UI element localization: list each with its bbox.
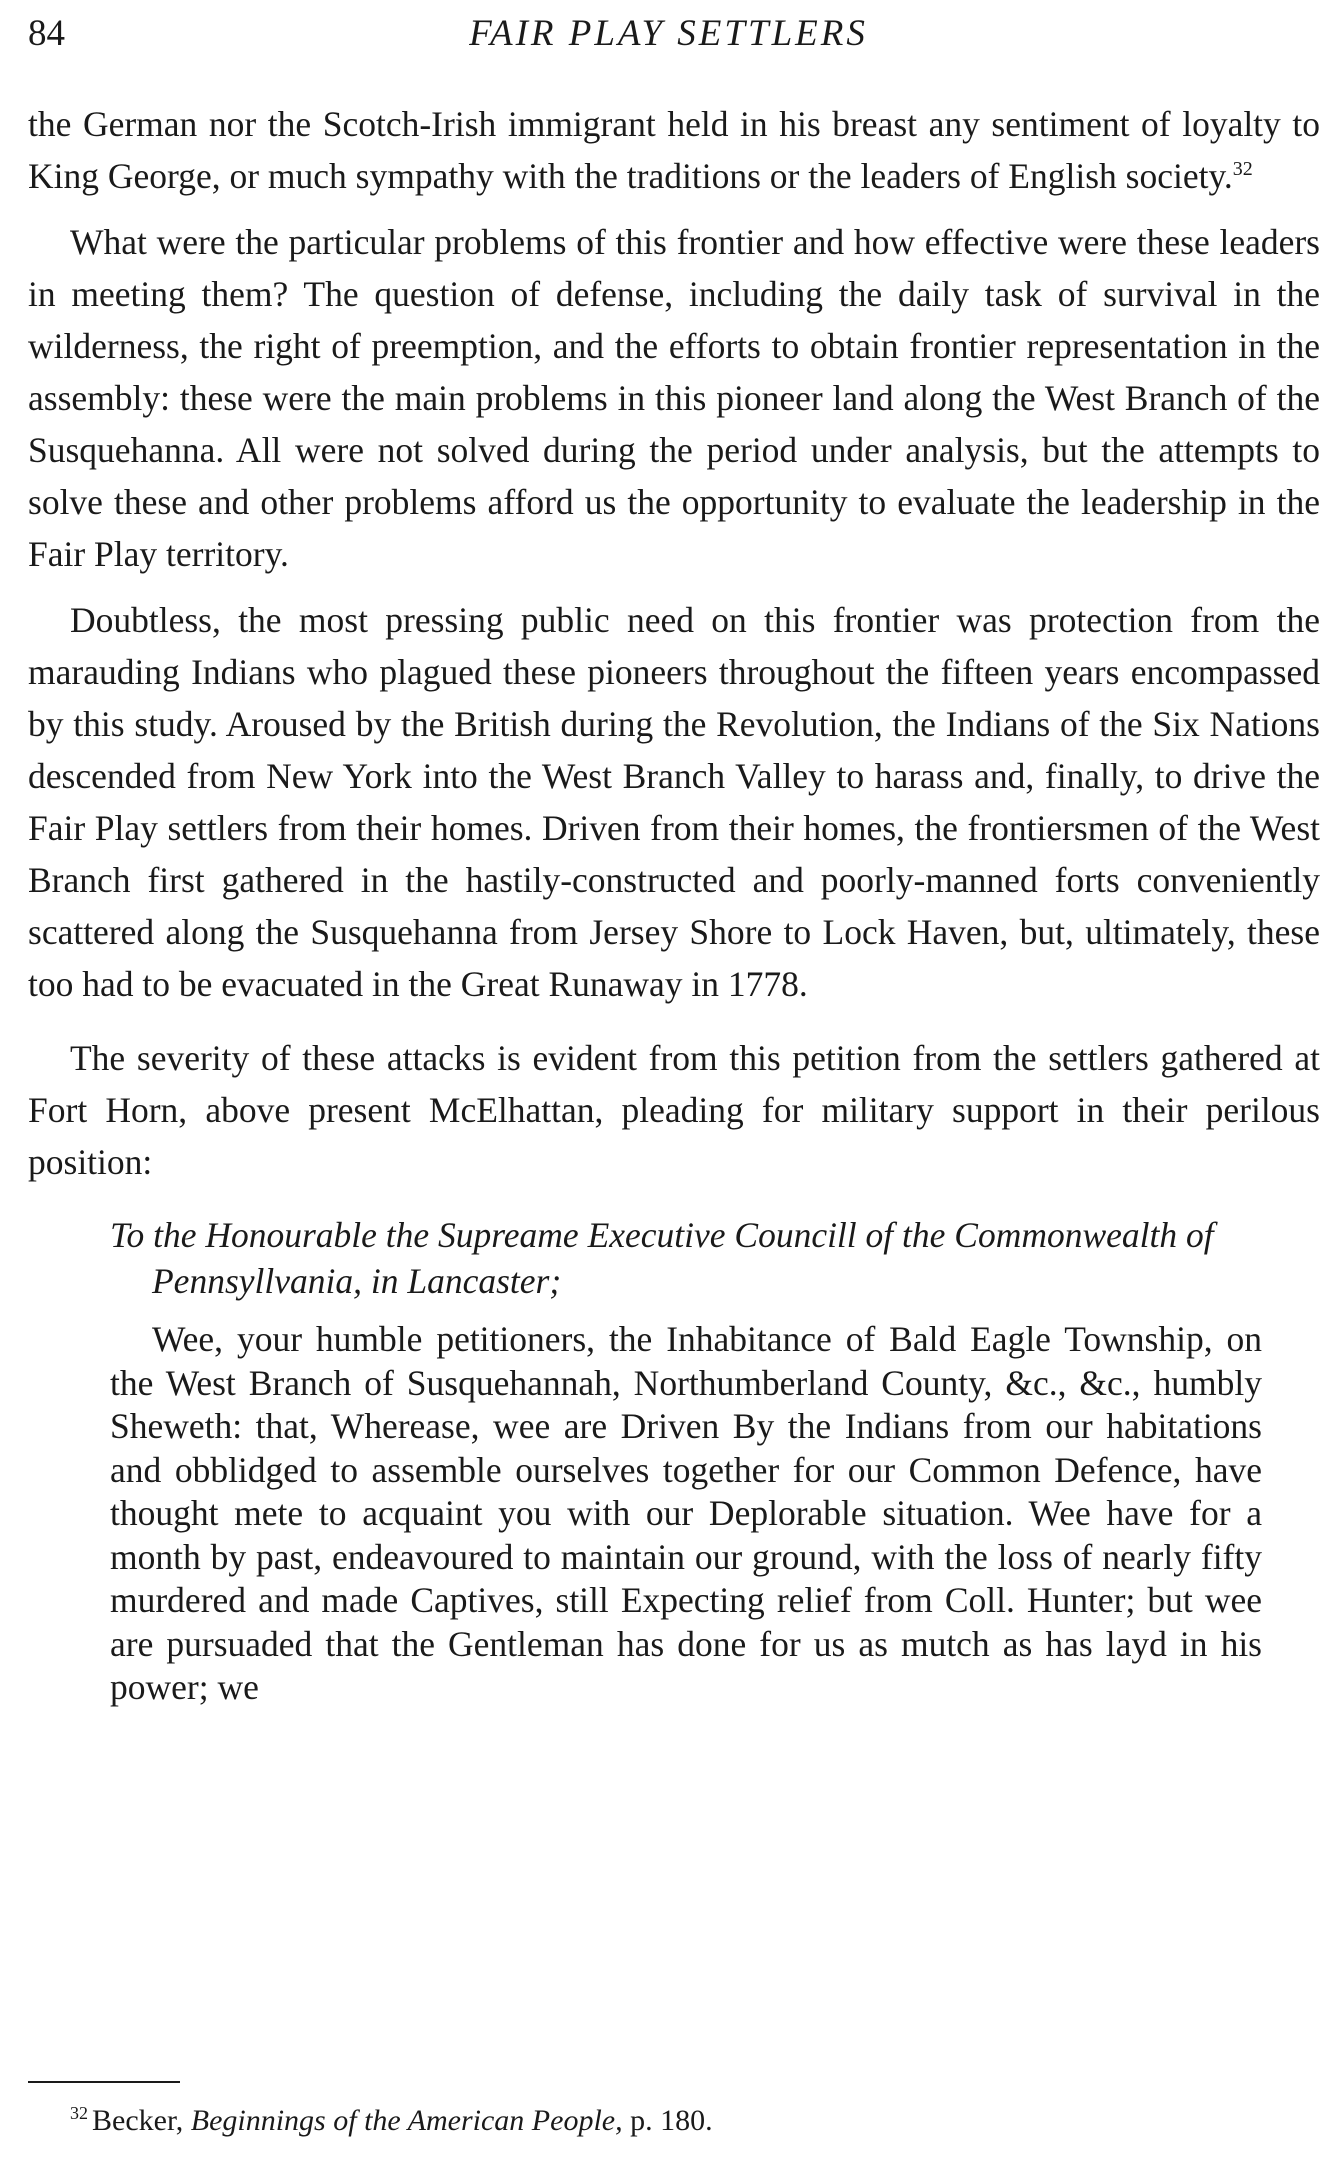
footnote-mark: 32	[70, 2103, 88, 2123]
paragraph-4: The severity of these attacks is evident from this petition from the settlers gathered at Fort Horn, above present McElhattan, pleading for military support in their perilous position:	[28, 1038, 1320, 1182]
petition-text: Wee, your humble petitioners, the Inhabitance of Bald Eagle Township, on the West Branch of Susquehannah, Northumberland County, &c., &c., humbly Sheweth: that, Wherease, wee are Driven By the Indians from our habitations and obblidged to assemble ourselves together for our Common Defence, have thought mete to acquaint you with our Deplorable situation. Wee have for a month by past, endeavoured to maintain our ground, with the loss of nearly fifty murdered and made Captives, still Expecting relief from Coll. Hunter; but wee are pursuaded that the Gentleman has done for us as mutch as has layd in his power; we	[110, 1319, 1262, 1707]
block-quotation	[110, 1212, 1262, 1710]
page-number: 84	[28, 13, 65, 54]
footnote-page: p. 180.	[630, 2104, 713, 2137]
footnote-author: Becker,	[92, 2104, 184, 2137]
paragraph-1-text: the German nor the Scotch-Irish immigrant held in his breast any sentiment of loyalty to King George, or much sympathy with the traditions or the leaders of English society.	[28, 104, 1320, 196]
petition-address: To the Honourable the Supreame Executive Councill of the Commonwealth of Pennsyllvania, in Lancaster;	[110, 1215, 1214, 1301]
paragraph-2: What were the particular problems of this frontier and how effective were these leaders in meeting them? The question of defense, including the daily task of survival in the wilderness, the right of preemption, and the efforts to obtain frontier representation in the assembly: these were the main problems in this pioneer land along the West Branch of the Susquehanna. All were not solved during the period under analysis, but the attempts to solve these and other problems afford us the opportunity to evaluate the leadership in the Fair Play territory.	[28, 222, 1320, 574]
footnote-reference: 32	[1232, 158, 1253, 181]
footnote-title: Beginnings of the American People,	[190, 2104, 623, 2137]
footnote-divider	[28, 2081, 180, 2083]
paragraph-1	[28, 98, 1320, 202]
running-head	[28, 4, 1309, 64]
body-text	[28, 98, 1320, 1710]
running-title: FAIR PLAY SETTLERS	[469, 13, 868, 54]
footnote	[28, 2100, 1228, 2142]
paragraph-3: Doubtless, the most pressing public need on this frontier was protection from the marauding Indians who plagued these pioneers throughout the fifteen years encompassed by this study. Aroused by the British during the Revolution, the Indians of the Six Nations descended from New York into the West Branch Valley to harass and, finally, to drive the Fair Play settlers from their homes. Driven from their homes, the frontiersmen of the West Branch first gathered in the hastily-constructed and poorly-manned forts conveniently scattered along the Susquehanna from Jersey Shore to Lock Haven, but, ultimately, these too had to be evacuated in the Great Runaway in 1778.	[28, 600, 1320, 1004]
